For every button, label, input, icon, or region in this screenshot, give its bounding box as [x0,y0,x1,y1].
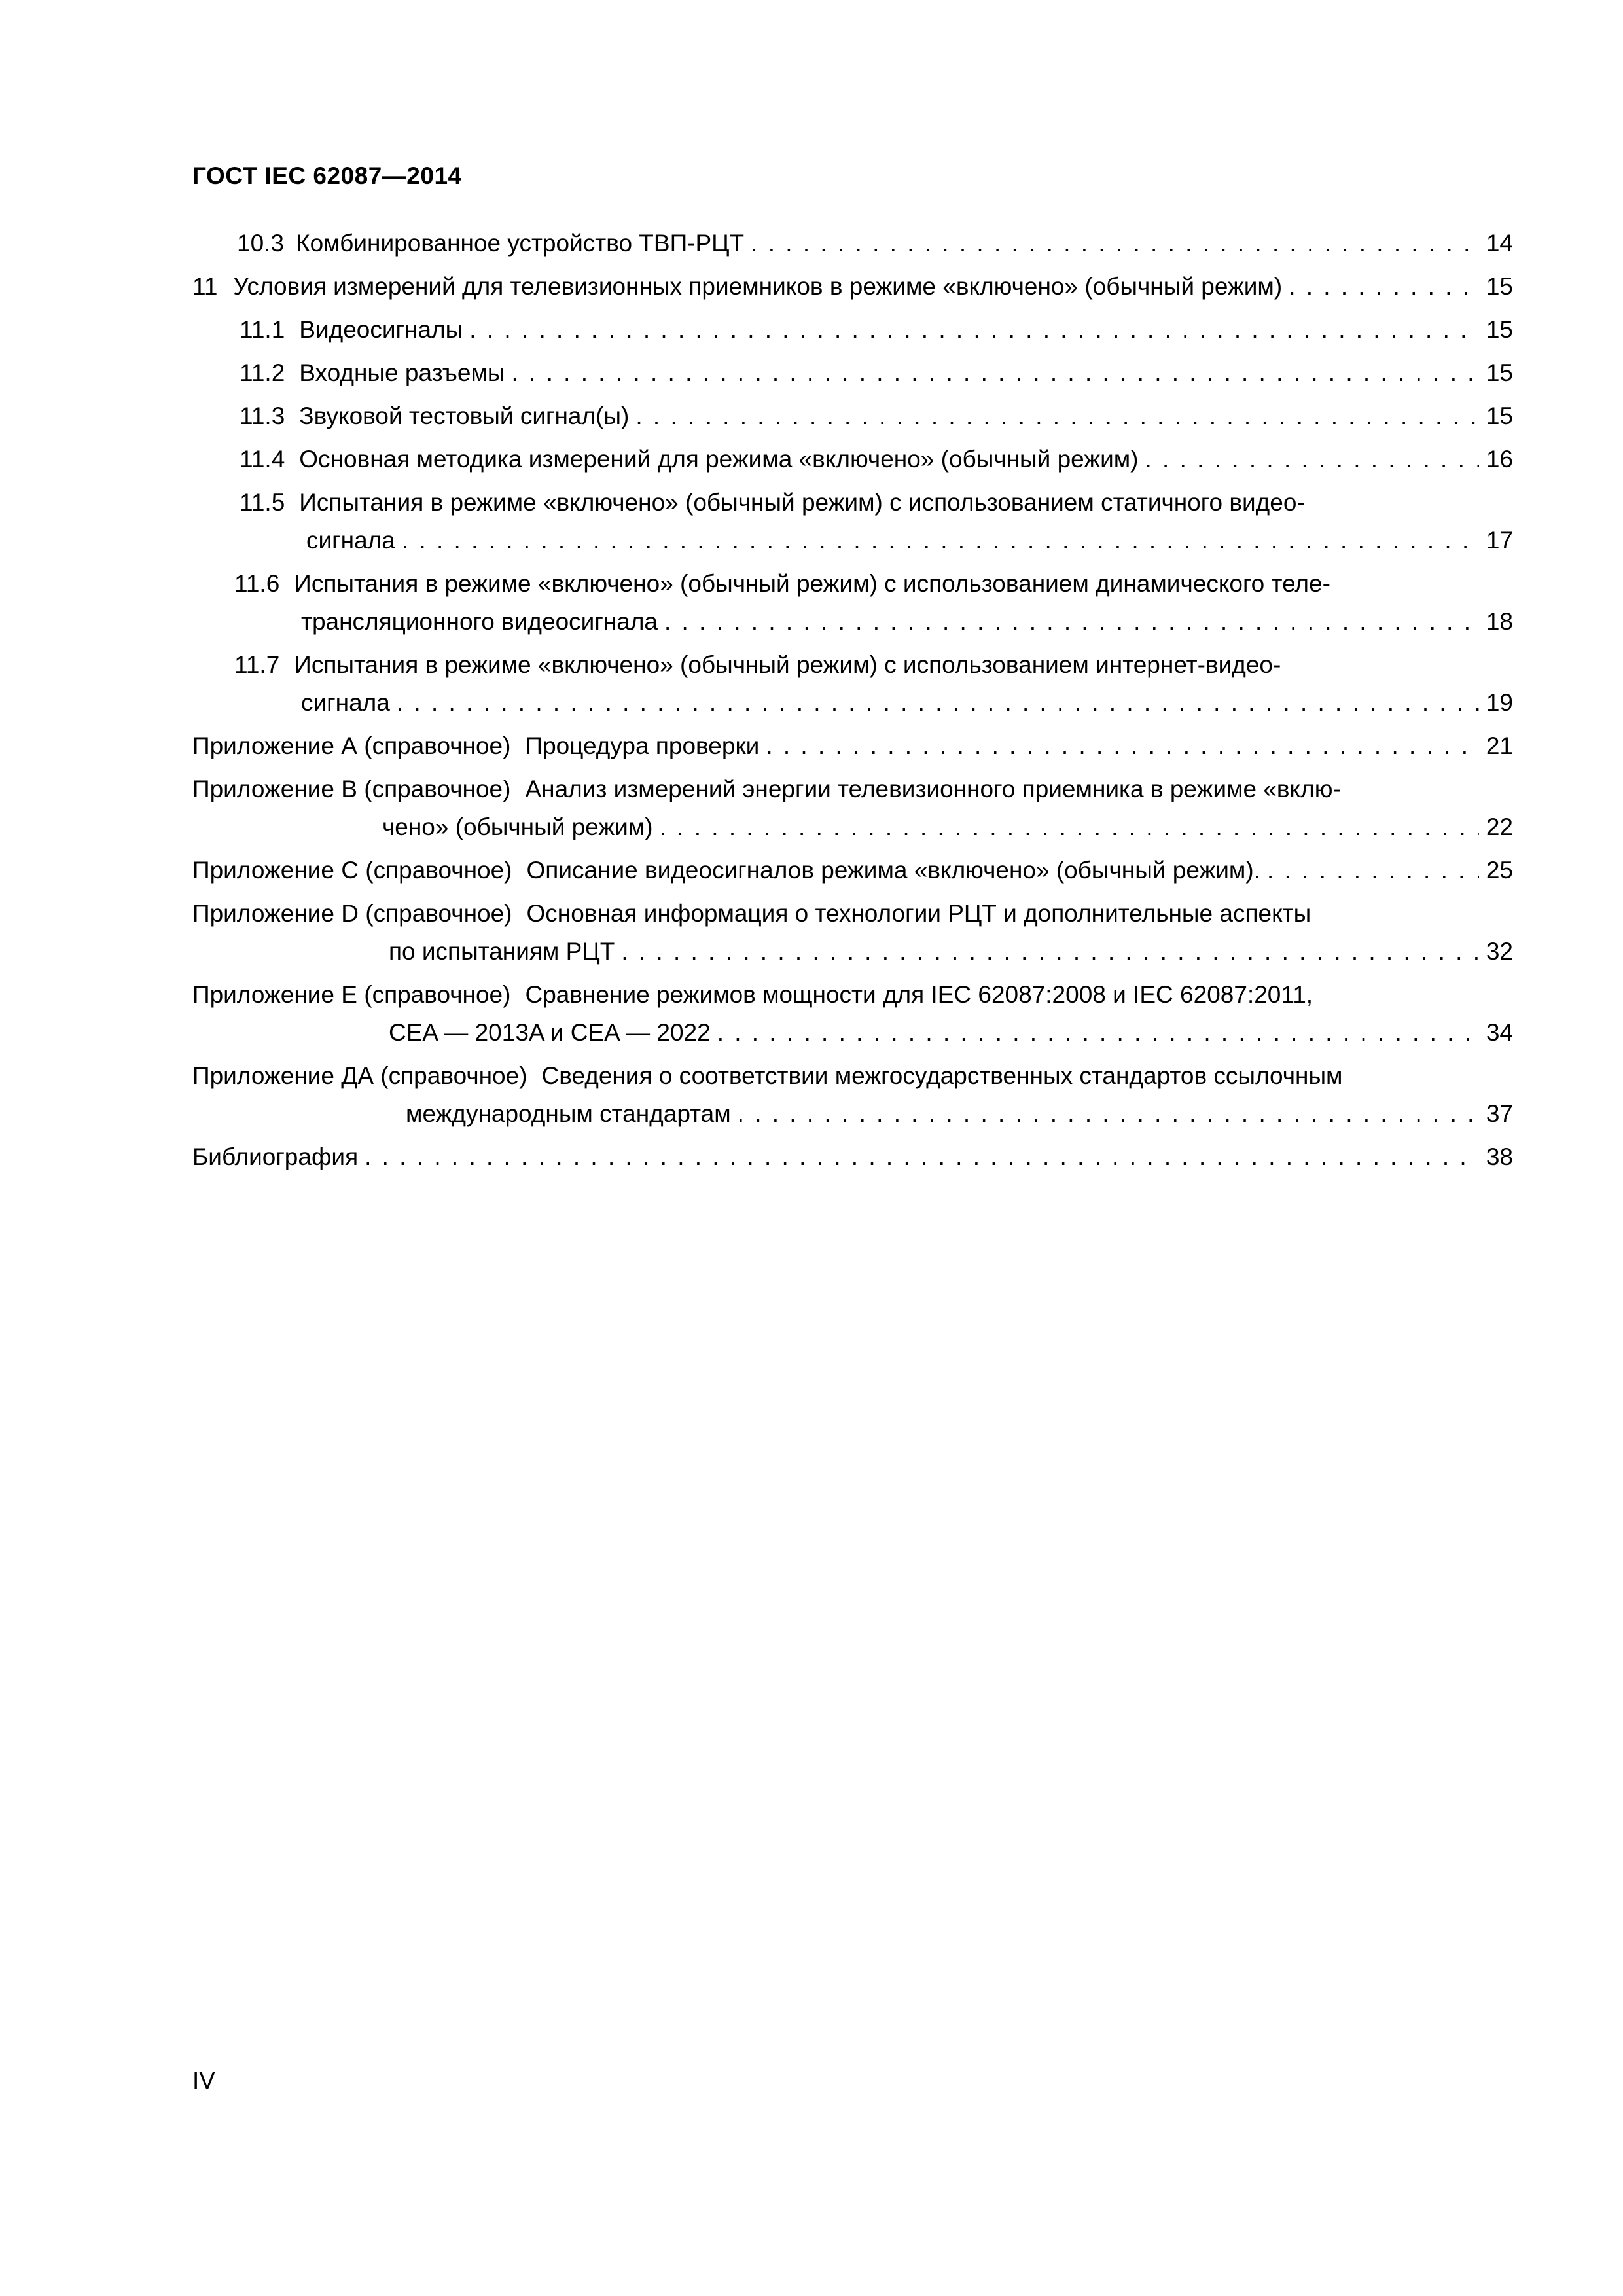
page-number: IV [192,2067,215,2094]
toc-title: Сведения о соответствии межгосударственных стандартов ссылочным [541,1062,1343,1089]
toc-page: 37 [1486,1100,1513,1127]
toc-title: Основная информация о технологии РЦТ и дополнительные аспекты [526,900,1311,927]
toc-page: 15 [1486,273,1513,300]
toc-leader [621,936,1479,967]
toc-title: Испытания в режиме «включено» (обычный режим) с использованием интернет-видео- [294,651,1281,678]
toc-number: 11.4 [240,446,285,473]
toc-page: 18 [1486,608,1513,635]
toc-leader [635,401,1479,432]
toc-leader [660,812,1479,843]
toc-leader [402,525,1479,556]
toc-title: Звуковой тестовый сигнал(ы) [299,403,630,429]
toc-page: 15 [1486,359,1513,386]
toc-title-continuation: трансляционного видеосигнала [301,608,658,635]
toc-leader [1289,271,1479,302]
toc-page: 21 [1486,732,1513,759]
toc-leader [664,606,1479,637]
toc-title: Основная методика измерений для режима «включено» (обычный режим) [299,446,1139,473]
toc-title: Испытания в режиме «включено» (обычный режим) с использованием статичного видео- [299,489,1305,516]
toc-entry-appendix-da-cont[interactable] [406,1098,1513,1130]
toc-number: 11.3 [240,403,285,429]
toc-title-continuation: международным стандартам [406,1100,731,1127]
toc-title: Входные разъемы [299,359,505,386]
toc-entry-appendix-e[interactable] [192,979,1513,1011]
toc-appendix-label: Приложение С (справочное) [192,857,512,884]
toc-number: 11.2 [240,359,285,386]
toc-page: 15 [1486,316,1513,343]
toc-title: Описание видеосигналов режима «включено» (обычный режим). [526,857,1260,884]
toc-appendix-label: Приложение ДА (справочное) [192,1062,527,1089]
toc-title: Сравнение режимов мощности для IEC 62087:2008 и IEC 62087:2011, [525,981,1313,1008]
toc-appendix-label: Приложение Е (справочное) [192,981,511,1008]
toc-title-continuation: по испытаниям РЦТ [389,938,615,965]
toc-leader [1145,444,1480,475]
toc-leader [738,1098,1479,1130]
toc-entry-appendix-d-cont[interactable] [389,936,1513,967]
toc-entry-appendix-b[interactable] [192,774,1513,805]
toc-leader [397,687,1479,719]
toc-leader [1267,855,1479,886]
toc-page: 17 [1486,527,1513,554]
toc-number: 11.5 [240,489,285,516]
toc-entry-11-4[interactable] [240,444,1513,475]
toc-title: Комбинированное устройство ТВП-РЦТ [296,230,745,257]
toc-entry-11-3[interactable] [240,401,1513,432]
toc-leader [766,730,1479,762]
toc-leader [717,1017,1479,1049]
toc-entry-11[interactable] [192,271,1513,302]
toc-entry-11-6[interactable] [234,568,1513,600]
toc-title: Условия измерений для телевизионных приемников в режиме «включено» (обычный режим) [233,273,1283,300]
toc-number: 11.1 [240,316,285,343]
toc-entry-bibliography[interactable] [192,1141,1513,1173]
toc-title: Видеосигналы [299,316,463,343]
toc-title: Испытания в режиме «включено» (обычный режим) с использованием динамического теле- [294,570,1330,597]
toc-page: 14 [1486,230,1513,257]
toc-title: Анализ измерений энергии телевизионного приемника в режиме «вклю- [525,776,1341,802]
toc-entry-11-7-cont[interactable] [301,687,1513,719]
toc-page: 16 [1486,446,1513,473]
toc-entry-11-2[interactable] [240,357,1513,389]
toc-entry-appendix-d[interactable] [192,898,1513,929]
toc-appendix-label: Приложение В (справочное) [192,776,511,802]
toc-leader [365,1141,1479,1173]
toc-leader [751,228,1479,259]
toc-entry-11-1[interactable] [240,314,1513,346]
toc-title-continuation: сигнала [301,689,390,716]
toc-page: 19 [1486,689,1513,716]
toc-page: 34 [1486,1019,1513,1046]
toc-leader [469,314,1479,346]
toc-title-continuation: сигнала [306,527,395,554]
toc-number: 11.6 [234,570,280,597]
toc-title: Процедура проверки [525,732,760,759]
toc-entry-appendix-da[interactable] [192,1060,1513,1092]
toc-title-continuation: чено» (обычный режим) [382,814,653,840]
toc-entry-appendix-c[interactable] [192,855,1513,886]
toc-page: 32 [1486,938,1513,965]
toc-number: 10.3 [237,230,285,257]
toc-entry-11-5-cont[interactable] [306,525,1513,556]
toc-entry-11-7[interactable] [234,649,1513,681]
toc-number: 11.7 [234,651,280,678]
toc-entry-appendix-a[interactable] [192,730,1513,762]
toc-number: 11 [192,273,218,300]
toc-title: Библиография [192,1143,359,1170]
toc-entry-11-5[interactable] [240,487,1513,518]
toc-page: 38 [1486,1143,1513,1170]
toc-page: 22 [1486,814,1513,840]
toc-title-continuation: CEA — 2013A и CEA — 2022 [389,1019,711,1046]
toc-appendix-label: Приложение А (справочное) [192,732,511,759]
toc-entry-11-6-cont[interactable] [301,606,1513,637]
toc-entry-10-3[interactable] [237,228,1513,259]
toc-page: 25 [1486,857,1513,884]
toc-page: 15 [1486,403,1513,429]
toc-entry-appendix-b-cont[interactable] [382,812,1513,843]
toc-entry-appendix-e-cont[interactable] [389,1017,1513,1049]
toc-appendix-label: Приложение D (справочное) [192,900,512,927]
toc-leader [512,357,1480,389]
document-header: ГОСТ IEC 62087—2014 [192,162,462,189]
